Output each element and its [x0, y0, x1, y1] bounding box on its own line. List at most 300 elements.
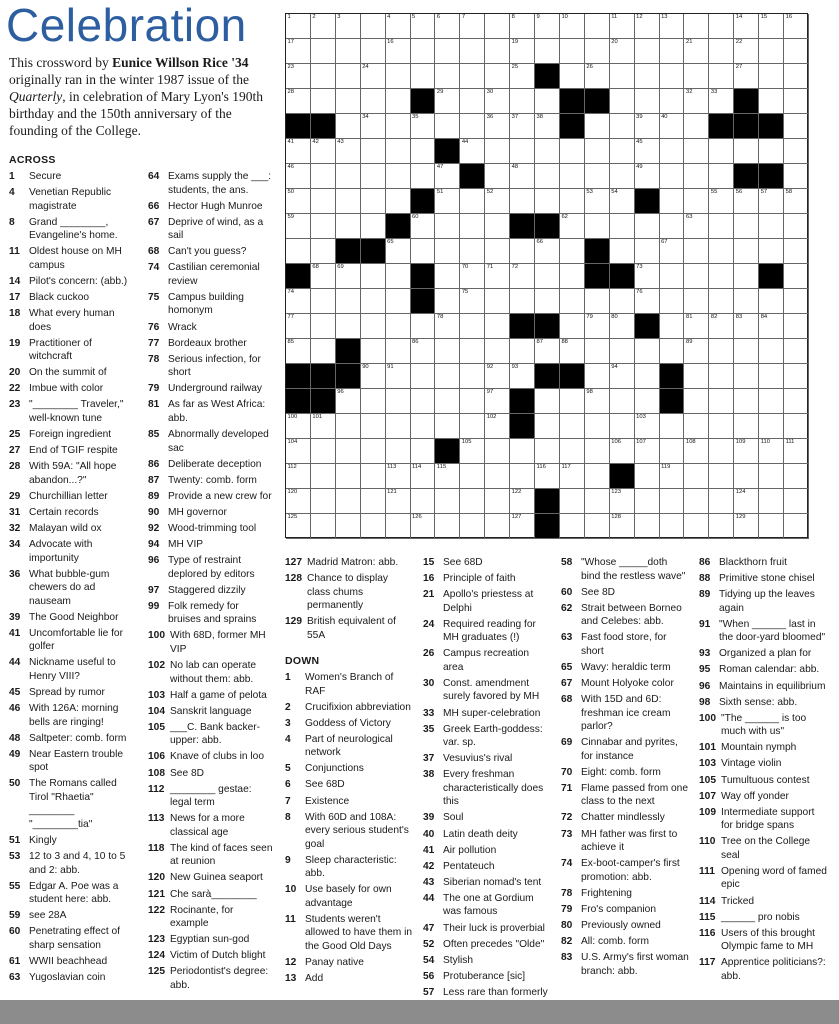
- grid-cell[interactable]: [411, 514, 436, 539]
- grid-cell[interactable]: [386, 439, 411, 464]
- grid-cell[interactable]: [510, 239, 535, 264]
- grid-cell[interactable]: [286, 289, 311, 314]
- grid-cell[interactable]: [411, 114, 436, 139]
- grid-cell[interactable]: [734, 339, 759, 364]
- grid-cell[interactable]: [734, 39, 759, 64]
- grid-cell[interactable]: [635, 389, 660, 414]
- grid-cell[interactable]: [286, 89, 311, 114]
- grid-cell[interactable]: [585, 464, 610, 489]
- grid-cell[interactable]: [510, 14, 535, 39]
- grid-cell[interactable]: [336, 139, 361, 164]
- grid-cell[interactable]: [435, 464, 460, 489]
- grid-cell[interactable]: [510, 39, 535, 64]
- grid-cell[interactable]: [361, 489, 386, 514]
- grid-cell[interactable]: [535, 114, 560, 139]
- grid-cell[interactable]: [759, 364, 784, 389]
- grid-cell[interactable]: [585, 164, 610, 189]
- grid-cell[interactable]: [560, 289, 585, 314]
- grid-cell[interactable]: [510, 264, 535, 289]
- grid-cell[interactable]: [585, 39, 610, 64]
- grid-cell[interactable]: [361, 139, 386, 164]
- grid-cell[interactable]: [311, 289, 336, 314]
- grid-cell[interactable]: [460, 314, 485, 339]
- grid-cell[interactable]: [435, 14, 460, 39]
- grid-cell[interactable]: [336, 114, 361, 139]
- grid-cell[interactable]: [635, 64, 660, 89]
- grid-cell[interactable]: [684, 289, 709, 314]
- grid-cell[interactable]: [709, 239, 734, 264]
- grid-cell[interactable]: [784, 139, 809, 164]
- grid-cell[interactable]: [709, 164, 734, 189]
- grid-cell[interactable]: [560, 189, 585, 214]
- grid-cell[interactable]: [610, 439, 635, 464]
- grid-cell[interactable]: [784, 189, 809, 214]
- grid-cell[interactable]: [435, 339, 460, 364]
- grid-cell[interactable]: [610, 239, 635, 264]
- grid-cell[interactable]: [784, 339, 809, 364]
- grid-cell[interactable]: [684, 89, 709, 114]
- grid-cell[interactable]: [709, 339, 734, 364]
- grid-cell[interactable]: [784, 214, 809, 239]
- grid-cell[interactable]: [560, 489, 585, 514]
- grid-cell[interactable]: [386, 39, 411, 64]
- grid-cell[interactable]: [435, 214, 460, 239]
- grid-cell[interactable]: [311, 14, 336, 39]
- grid-cell[interactable]: [485, 214, 510, 239]
- grid-cell[interactable]: [784, 414, 809, 439]
- grid-cell[interactable]: [485, 414, 510, 439]
- grid-cell[interactable]: [361, 514, 386, 539]
- grid-cell[interactable]: [386, 164, 411, 189]
- grid-cell[interactable]: [510, 164, 535, 189]
- grid-cell[interactable]: [460, 114, 485, 139]
- grid-cell[interactable]: [709, 14, 734, 39]
- grid-cell[interactable]: [660, 214, 685, 239]
- grid-cell[interactable]: [286, 439, 311, 464]
- grid-cell[interactable]: [386, 389, 411, 414]
- grid-cell[interactable]: [435, 314, 460, 339]
- grid-cell[interactable]: [485, 514, 510, 539]
- grid-cell[interactable]: [560, 514, 585, 539]
- grid-cell[interactable]: [460, 139, 485, 164]
- grid-cell[interactable]: [336, 464, 361, 489]
- grid-cell[interactable]: [610, 514, 635, 539]
- grid-cell[interactable]: [660, 264, 685, 289]
- grid-cell[interactable]: [386, 239, 411, 264]
- grid-cell[interactable]: [610, 64, 635, 89]
- grid-cell[interactable]: [784, 89, 809, 114]
- grid-cell[interactable]: [386, 289, 411, 314]
- grid-cell[interactable]: [660, 189, 685, 214]
- grid-cell[interactable]: [460, 89, 485, 114]
- grid-cell[interactable]: [759, 239, 784, 264]
- grid-cell[interactable]: [684, 414, 709, 439]
- grid-cell[interactable]: [460, 189, 485, 214]
- grid-cell[interactable]: [635, 264, 660, 289]
- grid-cell[interactable]: [361, 439, 386, 464]
- grid-cell[interactable]: [660, 489, 685, 514]
- grid-cell[interactable]: [460, 389, 485, 414]
- grid-cell[interactable]: [311, 164, 336, 189]
- grid-cell[interactable]: [635, 239, 660, 264]
- grid-cell[interactable]: [361, 414, 386, 439]
- grid-cell[interactable]: [336, 14, 361, 39]
- grid-cell[interactable]: [361, 14, 386, 39]
- grid-cell[interactable]: [759, 64, 784, 89]
- grid-cell[interactable]: [485, 339, 510, 364]
- grid-cell[interactable]: [660, 114, 685, 139]
- grid-cell[interactable]: [610, 339, 635, 364]
- grid-cell[interactable]: [411, 364, 436, 389]
- grid-cell[interactable]: [660, 414, 685, 439]
- grid-cell[interactable]: [435, 189, 460, 214]
- grid-cell[interactable]: [610, 364, 635, 389]
- grid-cell[interactable]: [336, 189, 361, 214]
- grid-cell[interactable]: [435, 264, 460, 289]
- grid-cell[interactable]: [560, 239, 585, 264]
- grid-cell[interactable]: [585, 364, 610, 389]
- grid-cell[interactable]: [485, 439, 510, 464]
- grid-cell[interactable]: [435, 164, 460, 189]
- grid-cell[interactable]: [585, 439, 610, 464]
- grid-cell[interactable]: [610, 139, 635, 164]
- grid-cell[interactable]: [610, 389, 635, 414]
- grid-cell[interactable]: [460, 39, 485, 64]
- grid-cell[interactable]: [635, 139, 660, 164]
- grid-cell[interactable]: [759, 339, 784, 364]
- grid-cell[interactable]: [485, 314, 510, 339]
- grid-cell[interactable]: [560, 389, 585, 414]
- grid-cell[interactable]: [535, 339, 560, 364]
- grid-cell[interactable]: [535, 39, 560, 64]
- grid-cell[interactable]: [510, 289, 535, 314]
- grid-cell[interactable]: [784, 314, 809, 339]
- grid-cell[interactable]: [411, 64, 436, 89]
- grid-cell[interactable]: [311, 214, 336, 239]
- grid-cell[interactable]: [311, 439, 336, 464]
- grid-cell[interactable]: [635, 39, 660, 64]
- grid-cell[interactable]: [734, 389, 759, 414]
- grid-cell[interactable]: [460, 489, 485, 514]
- grid-cell[interactable]: [286, 14, 311, 39]
- grid-cell[interactable]: [635, 339, 660, 364]
- grid-cell[interactable]: [361, 339, 386, 364]
- grid-cell[interactable]: [435, 514, 460, 539]
- grid-cell[interactable]: [610, 214, 635, 239]
- grid-cell[interactable]: [286, 339, 311, 364]
- grid-cell[interactable]: [510, 89, 535, 114]
- grid-cell[interactable]: [386, 464, 411, 489]
- grid-cell[interactable]: [709, 289, 734, 314]
- grid-cell[interactable]: [535, 164, 560, 189]
- grid-cell[interactable]: [560, 214, 585, 239]
- grid-cell[interactable]: [585, 389, 610, 414]
- grid-cell[interactable]: [784, 264, 809, 289]
- grid-cell[interactable]: [610, 39, 635, 64]
- grid-cell[interactable]: [759, 389, 784, 414]
- grid-cell[interactable]: [435, 39, 460, 64]
- grid-cell[interactable]: [784, 164, 809, 189]
- grid-cell[interactable]: [660, 464, 685, 489]
- grid-cell[interactable]: [411, 389, 436, 414]
- grid-cell[interactable]: [336, 289, 361, 314]
- grid-cell[interactable]: [734, 364, 759, 389]
- grid-cell[interactable]: [784, 114, 809, 139]
- grid-cell[interactable]: [460, 464, 485, 489]
- grid-cell[interactable]: [435, 389, 460, 414]
- grid-cell[interactable]: [560, 64, 585, 89]
- grid-cell[interactable]: [684, 39, 709, 64]
- grid-cell[interactable]: [709, 189, 734, 214]
- grid-cell[interactable]: [734, 139, 759, 164]
- grid-cell[interactable]: [485, 189, 510, 214]
- grid-cell[interactable]: [585, 339, 610, 364]
- grid-cell[interactable]: [660, 64, 685, 89]
- grid-cell[interactable]: [684, 314, 709, 339]
- grid-cell[interactable]: [386, 314, 411, 339]
- grid-cell[interactable]: [635, 14, 660, 39]
- grid-cell[interactable]: [435, 364, 460, 389]
- grid-cell[interactable]: [784, 289, 809, 314]
- grid-cell[interactable]: [709, 514, 734, 539]
- grid-cell[interactable]: [734, 214, 759, 239]
- grid-cell[interactable]: [560, 464, 585, 489]
- grid-cell[interactable]: [386, 139, 411, 164]
- grid-cell[interactable]: [734, 414, 759, 439]
- grid-cell[interactable]: [336, 164, 361, 189]
- grid-cell[interactable]: [635, 114, 660, 139]
- grid-cell[interactable]: [784, 364, 809, 389]
- grid-cell[interactable]: [684, 264, 709, 289]
- grid-cell[interactable]: [510, 514, 535, 539]
- grid-cell[interactable]: [660, 289, 685, 314]
- grid-cell[interactable]: [460, 514, 485, 539]
- grid-cell[interactable]: [585, 14, 610, 39]
- grid-cell[interactable]: [361, 164, 386, 189]
- grid-cell[interactable]: [535, 139, 560, 164]
- grid-cell[interactable]: [784, 464, 809, 489]
- grid-cell[interactable]: [286, 514, 311, 539]
- grid-cell[interactable]: [411, 464, 436, 489]
- grid-cell[interactable]: [684, 239, 709, 264]
- grid-cell[interactable]: [286, 239, 311, 264]
- grid-cell[interactable]: [560, 439, 585, 464]
- grid-cell[interactable]: [286, 189, 311, 214]
- grid-cell[interactable]: [286, 489, 311, 514]
- grid-cell[interactable]: [660, 164, 685, 189]
- grid-cell[interactable]: [759, 289, 784, 314]
- grid-cell[interactable]: [361, 189, 386, 214]
- grid-cell[interactable]: [485, 239, 510, 264]
- grid-cell[interactable]: [759, 314, 784, 339]
- grid-cell[interactable]: [311, 464, 336, 489]
- grid-cell[interactable]: [709, 314, 734, 339]
- grid-cell[interactable]: [610, 289, 635, 314]
- grid-cell[interactable]: [684, 139, 709, 164]
- grid-cell[interactable]: [585, 214, 610, 239]
- grid-cell[interactable]: [709, 264, 734, 289]
- grid-cell[interactable]: [435, 289, 460, 314]
- grid-cell[interactable]: [635, 89, 660, 114]
- grid-cell[interactable]: [585, 489, 610, 514]
- grid-cell[interactable]: [411, 339, 436, 364]
- grid-cell[interactable]: [535, 414, 560, 439]
- grid-cell[interactable]: [709, 464, 734, 489]
- grid-cell[interactable]: [709, 439, 734, 464]
- grid-cell[interactable]: [336, 439, 361, 464]
- grid-cell[interactable]: [759, 39, 784, 64]
- grid-cell[interactable]: [610, 489, 635, 514]
- grid-cell[interactable]: [485, 39, 510, 64]
- grid-cell[interactable]: [286, 164, 311, 189]
- grid-cell[interactable]: [585, 314, 610, 339]
- grid-cell[interactable]: [411, 414, 436, 439]
- grid-cell[interactable]: [336, 264, 361, 289]
- grid-cell[interactable]: [759, 439, 784, 464]
- grid-cell[interactable]: [485, 289, 510, 314]
- grid-cell[interactable]: [784, 14, 809, 39]
- grid-cell[interactable]: [635, 364, 660, 389]
- grid-cell[interactable]: [684, 164, 709, 189]
- grid-cell[interactable]: [510, 189, 535, 214]
- grid-cell[interactable]: [485, 464, 510, 489]
- grid-cell[interactable]: [460, 64, 485, 89]
- grid-cell[interactable]: [386, 89, 411, 114]
- grid-cell[interactable]: [684, 214, 709, 239]
- grid-cell[interactable]: [535, 189, 560, 214]
- grid-cell[interactable]: [311, 89, 336, 114]
- grid-cell[interactable]: [660, 439, 685, 464]
- grid-cell[interactable]: [759, 464, 784, 489]
- grid-cell[interactable]: [386, 64, 411, 89]
- grid-cell[interactable]: [734, 514, 759, 539]
- grid-cell[interactable]: [411, 314, 436, 339]
- grid-cell[interactable]: [660, 39, 685, 64]
- grid-cell[interactable]: [311, 264, 336, 289]
- grid-cell[interactable]: [585, 139, 610, 164]
- grid-cell[interactable]: [734, 14, 759, 39]
- grid-cell[interactable]: [411, 239, 436, 264]
- grid-cell[interactable]: [560, 139, 585, 164]
- grid-cell[interactable]: [535, 239, 560, 264]
- grid-cell[interactable]: [485, 389, 510, 414]
- grid-cell[interactable]: [709, 39, 734, 64]
- grid-cell[interactable]: [635, 164, 660, 189]
- grid-cell[interactable]: [784, 439, 809, 464]
- grid-cell[interactable]: [535, 89, 560, 114]
- grid-cell[interactable]: [485, 64, 510, 89]
- grid-cell[interactable]: [535, 289, 560, 314]
- grid-cell[interactable]: [660, 139, 685, 164]
- grid-cell[interactable]: [610, 414, 635, 439]
- grid-cell[interactable]: [535, 14, 560, 39]
- grid-cell[interactable]: [560, 14, 585, 39]
- grid-cell[interactable]: [684, 489, 709, 514]
- grid-cell[interactable]: [336, 414, 361, 439]
- grid-cell[interactable]: [734, 239, 759, 264]
- grid-cell[interactable]: [386, 189, 411, 214]
- grid-cell[interactable]: [635, 464, 660, 489]
- grid-cell[interactable]: [411, 139, 436, 164]
- grid-cell[interactable]: [386, 489, 411, 514]
- grid-cell[interactable]: [784, 514, 809, 539]
- grid-cell[interactable]: [784, 489, 809, 514]
- grid-cell[interactable]: [560, 414, 585, 439]
- grid-cell[interactable]: [386, 364, 411, 389]
- crossword-grid[interactable]: [285, 13, 808, 538]
- grid-cell[interactable]: [386, 264, 411, 289]
- grid-cell[interactable]: [709, 389, 734, 414]
- grid-cell[interactable]: [460, 339, 485, 364]
- grid-cell[interactable]: [435, 114, 460, 139]
- grid-cell[interactable]: [435, 239, 460, 264]
- grid-cell[interactable]: [336, 489, 361, 514]
- grid-cell[interactable]: [684, 64, 709, 89]
- grid-cell[interactable]: [485, 164, 510, 189]
- grid-cell[interactable]: [734, 289, 759, 314]
- grid-cell[interactable]: [610, 164, 635, 189]
- grid-cell[interactable]: [286, 64, 311, 89]
- grid-cell[interactable]: [684, 439, 709, 464]
- grid-cell[interactable]: [560, 164, 585, 189]
- grid-cell[interactable]: [460, 289, 485, 314]
- grid-cell[interactable]: [311, 514, 336, 539]
- grid-cell[interactable]: [336, 214, 361, 239]
- grid-cell[interactable]: [610, 189, 635, 214]
- grid-cell[interactable]: [411, 439, 436, 464]
- grid-cell[interactable]: [610, 89, 635, 114]
- grid-cell[interactable]: [485, 139, 510, 164]
- grid-cell[interactable]: [361, 264, 386, 289]
- grid-cell[interactable]: [311, 64, 336, 89]
- grid-cell[interactable]: [311, 139, 336, 164]
- grid-cell[interactable]: [585, 514, 610, 539]
- grid-cell[interactable]: [311, 314, 336, 339]
- grid-cell[interactable]: [361, 364, 386, 389]
- grid-cell[interactable]: [311, 239, 336, 264]
- grid-cell[interactable]: [435, 89, 460, 114]
- grid-cell[interactable]: [635, 514, 660, 539]
- grid-cell[interactable]: [684, 514, 709, 539]
- grid-cell[interactable]: [734, 464, 759, 489]
- grid-cell[interactable]: [386, 14, 411, 39]
- grid-cell[interactable]: [510, 114, 535, 139]
- grid-cell[interactable]: [660, 14, 685, 39]
- grid-cell[interactable]: [510, 64, 535, 89]
- grid-cell[interactable]: [784, 64, 809, 89]
- grid-cell[interactable]: [361, 114, 386, 139]
- grid-cell[interactable]: [684, 464, 709, 489]
- grid-cell[interactable]: [386, 414, 411, 439]
- grid-cell[interactable]: [510, 489, 535, 514]
- grid-cell[interactable]: [585, 189, 610, 214]
- grid-cell[interactable]: [361, 464, 386, 489]
- grid-cell[interactable]: [386, 514, 411, 539]
- grid-cell[interactable]: [435, 64, 460, 89]
- grid-cell[interactable]: [411, 164, 436, 189]
- grid-cell[interactable]: [635, 414, 660, 439]
- grid-cell[interactable]: [684, 189, 709, 214]
- grid-cell[interactable]: [684, 364, 709, 389]
- grid-cell[interactable]: [460, 14, 485, 39]
- grid-cell[interactable]: [535, 389, 560, 414]
- grid-cell[interactable]: [684, 339, 709, 364]
- grid-cell[interactable]: [709, 139, 734, 164]
- grid-cell[interactable]: [510, 139, 535, 164]
- grid-cell[interactable]: [286, 39, 311, 64]
- grid-cell[interactable]: [784, 39, 809, 64]
- grid-cell[interactable]: [734, 64, 759, 89]
